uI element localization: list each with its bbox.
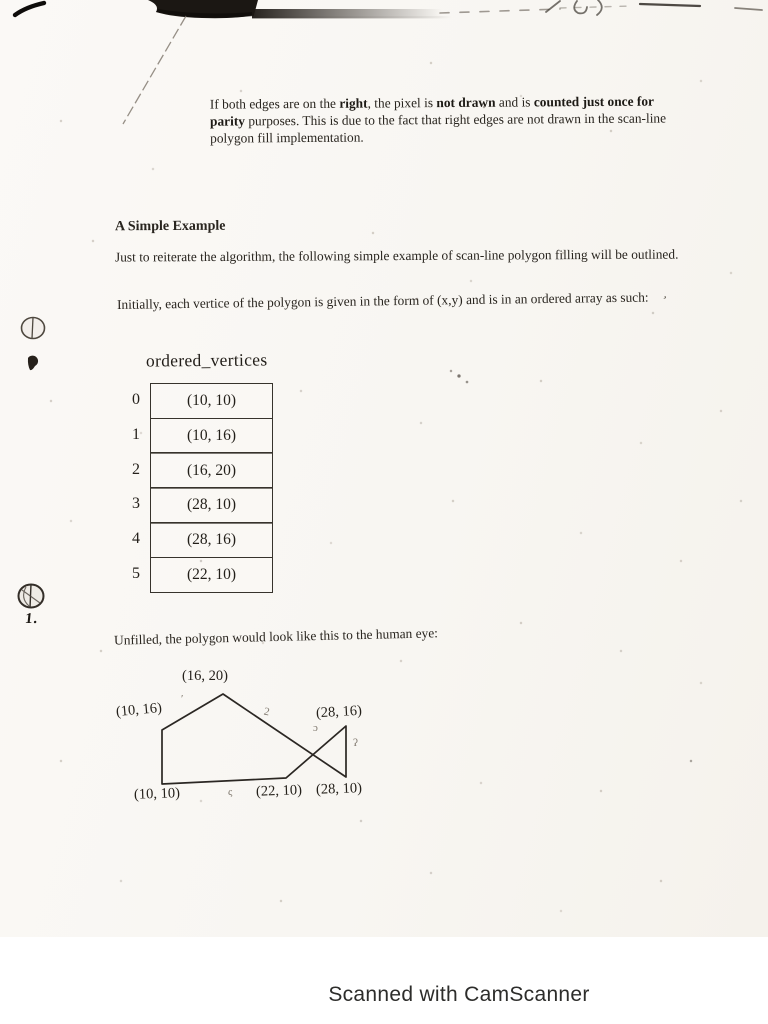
vertex-label-10-10: (10, 10) [133,785,181,803]
stray-pencil-tick-icon: ’ [660,292,669,308]
section-heading: A Simple Example [114,218,226,235]
row-index: 2 [132,460,140,478]
intro-run: purposes. This is due to the fact that right edges are not drawn in the scan-line polygon fill implementation. [210,110,667,146]
row-index: 0 [132,391,140,409]
row-index: 4 [132,530,140,548]
pen-mark-icon [15,3,44,15]
unfilled-caption: Unfilled, the polygon would look like this to the human eye: [113,625,439,648]
intro-run-bold: not drawn [436,94,496,111]
intro-run: , the pixel is [367,95,437,111]
vertex-label-28-16: (28, 16) [315,702,363,722]
footer-strip [0,937,768,1024]
vertex-table [150,383,273,593]
intro-run-bold: counted just once for parity [209,93,654,129]
edge-mark: ς [228,786,233,798]
polygon-diagram [110,660,400,825]
vertex-table-indices [110,383,149,591]
table-row: (16, 20) [150,452,273,488]
scan-noise-specks [0,0,2,2]
vertex-label-10-16: (10, 16) [115,700,163,720]
row-index: 1 [132,426,140,444]
edge-mark: ʔ [353,737,358,749]
row-index: 5 [132,564,140,582]
intro-run: If both edges are on the [209,95,340,112]
intro-run-bold: right [339,95,368,111]
row-index: 3 [132,495,140,513]
table-row: (10, 16) [150,418,273,454]
intro-run: and is [495,94,534,110]
edge-mark: ɔ [313,722,318,734]
edge-mark: 2 [262,705,271,719]
edge-mark: ′ [181,693,184,705]
table-row: (10, 10) [150,383,273,419]
footer-watermark: Scanned with CamScanner [328,983,590,1006]
vertex-label-22-10: (22, 10) [255,782,303,800]
margin-annotation: 1. [24,611,40,627]
paragraph-reiterate: Just to reiterate the algorithm, the following simple example of scan-line polygon filling will be outlined. [114,246,679,265]
vertex-label-16-20: (16, 20) [182,668,228,684]
paragraph-initially: Initially, each vertice of the polygon is given in the form of (x,y) and is in an ordered array as such: [116,289,649,312]
margin-circle-mark [16,312,60,374]
table-row: (28, 16) [150,522,273,558]
vertex-table-title: ordered_vertices [145,349,268,371]
table-row: (22, 10) [150,557,273,593]
table-row: (28, 10) [150,487,273,523]
ink-smudge-icon [148,0,452,18]
intro-paragraph [210,92,688,146]
ink-blot-icon [28,356,38,371]
vertex-label-28-10: (28, 10) [315,780,363,798]
crease-line-icon [123,16,186,124]
